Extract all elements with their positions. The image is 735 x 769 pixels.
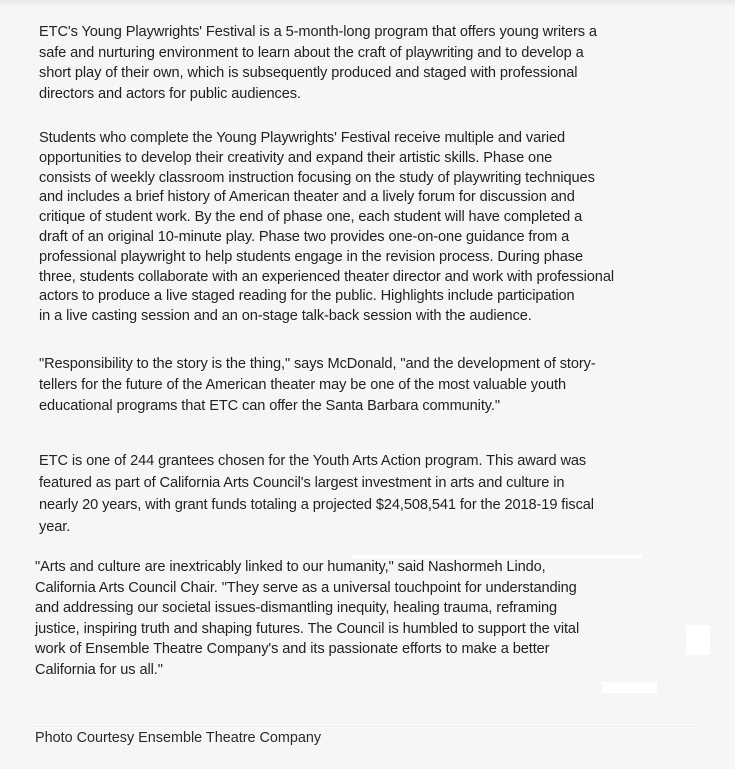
- highlight-patch: [602, 682, 657, 693]
- paragraph-phases: Students who complete the Young Playwrights' Festival receive multiple and varied opportunities to develop their creativity and expand their artistic skills. Phase one consists of weekly classroom instruction focusing on the study of playwriting techniques and includes a brief history of American theater and a lively forum for discussion and critique of student work. By the end of phase one, each student will have completed a draft of an original 10-minute play. Phase two provides one-on-one guidance from a professional playwright to help students engage in the revision process. During phase three, students collaborate with an experienced theater director and work with professional actors to produce a live staged reading for the public. Highlights include participation in a live casting session and an on-stage talk-back session with the audience.: [39, 130, 614, 325]
- top-shadow: [0, 0, 735, 6]
- paragraph-lindo-quote: "Arts and culture are inextricably linked to our humanity," said Nashormeh Lindo, California Arts Council Chair. "They serve as a universal touchpoint for understanding and addressing our societal issues-dismantling inequity, healing trauma, reframing justice, inspiring truth and shaping futures. The Council is humbled to support the vital work of Ensemble Theatre Company's and its passionate efforts to make a better California for us all.": [35, 559, 580, 678]
- caption-divider: [30, 724, 700, 725]
- photo-caption: Photo Courtesy Ensemble Theatre Company: [35, 730, 322, 746]
- paragraph-grant: ETC is one of 244 grantees chosen for the Youth Arts Action program. This award was featured as part of California Arts Council's largest investment in arts and culture in nearly 20 years, with grant funds totaling a projected $24,508,541 for the 2018-19 fiscal year.: [39, 453, 594, 535]
- paragraph-program-intro: ETC's Young Playwrights' Festival is a 5-month-long program that offers young writers a safe and nurturing environment to learn about the craft of playwriting and to develop a short play of their own, which is subsequently produced and staged with professional directors and actors for public audiences.: [39, 24, 597, 102]
- paragraph-mcdonald-quote: "Responsibility to the story is the thing," says McDonald, "and the development of story- tellers for the future of the American theater may be one of the most valuable youth educational programs that ETC can offer the Santa Barbara community.": [39, 356, 596, 414]
